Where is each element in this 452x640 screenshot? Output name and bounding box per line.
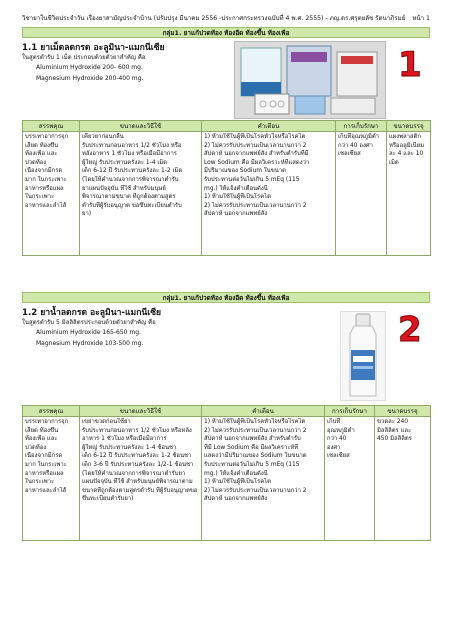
drug-info-table bbox=[22, 405, 431, 541]
storage-cell bbox=[325, 417, 375, 541]
text-line: ยาแผนปัจจุบัน ที่ใช้ สำหรับมนุษย์ bbox=[82, 185, 166, 192]
text-line: กว่า 40 องศา bbox=[338, 142, 373, 149]
table-header-row bbox=[23, 406, 431, 417]
group-heading: กลุ่ม1. ยาแก้ปวดท้อง ท้องอืด ท้องขึ้น ท้องเฟ้อ bbox=[22, 27, 430, 38]
text-line: เสียด ท้องขึ้น bbox=[25, 427, 59, 434]
col-dosage: ขนาดและวิธีใช้ bbox=[80, 121, 202, 132]
text-line: สัปดาห์ นอกจากแพทย์สั่ง bbox=[204, 496, 268, 503]
table-row bbox=[23, 417, 431, 541]
item-number: 1 bbox=[398, 45, 422, 85]
col-indication: สรรพคุณ bbox=[23, 121, 80, 132]
col-dosage: ขนาดและวิธีใช้ bbox=[80, 406, 202, 417]
text-line: หลังอาหาร 1 ชั่วโมง หรือเมื่อมีอาการ bbox=[82, 151, 177, 158]
drug-title: 1.2 ยาน้ำลดกรด อะลูมินา-แมกนีเซีย bbox=[22, 308, 162, 318]
text-line: 1) ห้ามใช้ในผู้ที่เป็นโรคไต bbox=[204, 479, 271, 486]
text-line: เขย่าขวดก่อนใช้ยา bbox=[82, 419, 131, 425]
text-line: mg.) ให้แจ้งคำเตือนดังนี้ bbox=[204, 470, 268, 477]
text-line: แผนปัจจุบัน ที่ใช้ สำหรับมนุษย์พิจารณาตาม bbox=[82, 479, 193, 486]
text-line: ผู้ใหญ่ รับประทานครั้งละ 1-4 เม็ด bbox=[82, 159, 168, 166]
col-warnings: คำเตือน bbox=[202, 406, 325, 417]
text-line: สัปดาห์ นอกจากแพทย์สั่ง สำหรับตำรับที่มี bbox=[204, 151, 309, 158]
text-line: ละ 4 และ 10 bbox=[389, 151, 424, 158]
text-line: เม็ด bbox=[389, 159, 399, 166]
col-storage: การเก็บรักษา bbox=[325, 406, 375, 417]
text-line: เด็ก 3-6 ปี รับประทานครั้งละ 1/2-1 ช้อนชา bbox=[82, 461, 194, 468]
text-line: รับประทานก่อนอาหาร 1/2 ชั่วโมง หรือหลัง bbox=[82, 427, 192, 434]
text-line: อาหารหรือแผล bbox=[25, 470, 64, 477]
page-number: หน้า 1 bbox=[412, 15, 430, 22]
storage-cell bbox=[336, 132, 387, 256]
text-line: ปวดท้อง bbox=[25, 444, 47, 451]
drug-info-table bbox=[22, 120, 431, 256]
drug-section-1 bbox=[22, 27, 430, 256]
text-line: แสดงว่ามีปริมาณของ Sodium ในขนาด bbox=[204, 453, 307, 460]
text-line: กว่า 40 bbox=[327, 436, 347, 443]
text-line: รับประทานก่อนอาหาร 1/2 ชั่วโมง หรือ bbox=[82, 142, 182, 149]
formula-intro: ในสูตรตำรับ 5 มิลลิลิตรประกอบด้วยตัวยาสำคัญ คือ bbox=[22, 319, 156, 326]
drug-section-2 bbox=[22, 292, 430, 541]
suspension-bottle-image bbox=[341, 312, 385, 400]
text-line: เนื่องจากมีกรด bbox=[25, 453, 63, 460]
product-photo-antacid-tablets bbox=[234, 41, 386, 119]
text-line: สัปดาห์ นอกจากแพทย์สั่ง bbox=[204, 211, 268, 218]
text-line: อุณหภูมิต่ำ bbox=[327, 427, 355, 434]
text-line: รับประทานต่อวันไม่เกิน 5 mEq (115 bbox=[204, 176, 300, 183]
text-line: 2) ไม่ควรรับประทานเป็นเวลานานกว่า 2 bbox=[204, 487, 307, 494]
header-title: วิชายาในชีวิตประจำวัน เรื่องยาสามัญประจำบ้าน (ปรับปรุง มีนาคม 2556 -ประกาศกระทรวงฉบับที่ 4 พ.ศ. 2555) - ภญ.ดร.ศรุตยลัช รัตนาภิรมย์ bbox=[22, 15, 406, 22]
text-line: เซลเซียส bbox=[338, 151, 361, 158]
text-line: ท้องเฟ้อ และ bbox=[25, 436, 58, 443]
text-line: Low Sodium คือ มีผลวิเคราะห์ที่แสดงว่า bbox=[204, 159, 310, 166]
text-line: มาก ในกระเพาะ bbox=[25, 461, 67, 468]
warnings-cell bbox=[202, 132, 336, 256]
text-line: (โดยให้คำนวณจากการพิจารณาตำรับ bbox=[82, 176, 179, 183]
col-storage: การเก็บรักษา bbox=[336, 121, 387, 132]
tablet-packs-image bbox=[235, 42, 385, 118]
indication-cell bbox=[23, 417, 80, 541]
text-line: ยา) bbox=[82, 211, 92, 218]
col-package: ขนาดบรรจุ bbox=[387, 121, 431, 132]
text-line: ท้องเฟ้อ และ bbox=[25, 151, 58, 158]
col-package: ขนาดบรรจุ bbox=[375, 406, 431, 417]
text-line: เด็ก 6-12 ปี รับประทานครั้งละ 1-2 ช้อนชา bbox=[82, 453, 192, 460]
package-cell bbox=[375, 417, 431, 541]
text-line: องศา bbox=[327, 444, 341, 451]
ingredient-1: Aluminium Hydroxide 200- 600 mg. bbox=[36, 64, 143, 71]
text-line: มาก ในกระเพาะ bbox=[25, 176, 67, 183]
drug-info bbox=[22, 38, 430, 120]
text-line: mg.) ให้แจ้งคำเตือนดังนี้ bbox=[204, 185, 268, 192]
text-line: 450 มิลลิลิตร bbox=[377, 436, 412, 443]
text-line: 2) ไม่ควรรับประทานเป็นเวลานานกว่า 2 bbox=[204, 202, 307, 209]
text-line: เก็บที่อุณหภูมิต่ำ bbox=[338, 134, 379, 140]
package-cell bbox=[387, 132, 431, 256]
text-line: เซลเซียส bbox=[327, 453, 350, 460]
indication-cell bbox=[23, 132, 80, 256]
drug-title: 1.1 ยาเม็ดลดกรด อะลูมินา-แมกนีเซีย bbox=[22, 43, 165, 53]
text-line: ที่มี Low Sodium คือ มีผลวิเคราะห์ที่ bbox=[204, 444, 299, 451]
text-line: 2) ไม่ควรรับประทานเป็นเวลานานกว่า 2 bbox=[204, 142, 307, 149]
text-line: ขวดละ 240 bbox=[377, 419, 409, 425]
text-line: 1) ห้ามใช้ในผู้ที่เป็นโรคไต bbox=[204, 194, 271, 201]
item-number: 2 bbox=[398, 310, 422, 350]
formula-intro: ในสูตรตำรับ 1 เม็ด ประกอบด้วยตัวยาสำคัญ คือ bbox=[22, 54, 146, 61]
text-line: แผงพลาสติก bbox=[389, 134, 421, 140]
ingredient-1: Aluminium Hydroxide 165-650 mg. bbox=[36, 329, 141, 336]
text-line: (โดยให้คำนวณจากการพิจารณาตำรับยา bbox=[82, 470, 186, 477]
text-line: ปวดท้อง bbox=[25, 159, 47, 166]
col-warnings: คำเตือน bbox=[202, 121, 336, 132]
text-line: เนื่องจากมีกรด bbox=[25, 168, 63, 175]
ingredient-2: Magnesium Hydroxide 103-500 mg. bbox=[36, 340, 144, 347]
text-line: 1) ห้ามใช้ในผู้ที่เป็นโรคหัวใจหรือโรคไต bbox=[204, 134, 306, 140]
text-line: มิลลิลิตร และ bbox=[377, 427, 412, 434]
page-header bbox=[22, 12, 430, 24]
text-line: ในกระเพาะ bbox=[25, 194, 55, 201]
text-line: 2) ไม่ควรรับประทานเป็นเวลานานกว่า 2 bbox=[204, 427, 307, 434]
table-header-row bbox=[23, 121, 431, 132]
text-line: มีปริมาณของ Sodium ในขนาด bbox=[204, 168, 286, 175]
text-line: ขึ้นทะเบียนตำรับยา) bbox=[82, 496, 134, 503]
group-heading: กลุ่ม1. ยาแก้ปวดท้อง ท้องอืด ท้องขึ้น ท้องเฟ้อ bbox=[22, 292, 430, 303]
text-line: อาหารและลำไส้ bbox=[25, 202, 67, 209]
ingredient-2: Magnesium Hydroxide 200-400 mg. bbox=[36, 75, 144, 82]
dosage-cell bbox=[80, 132, 202, 256]
col-indication: สรรพคุณ bbox=[23, 406, 80, 417]
text-line: 1) ห้ามใช้ในผู้ที่เป็นโรคหัวใจหรือโรคไต bbox=[204, 419, 306, 425]
text-line: หรืออลูมิเนียม bbox=[389, 142, 424, 149]
text-line: บรรเทาอาการจุก bbox=[25, 134, 69, 140]
text-line: ขนาดที่ถูกต้องตามสูตรตำรับ ที่ผู้รับอนุญาตขอ bbox=[82, 487, 198, 494]
text-line: ผู้ใหญ่ รับประทานครั้งละ 1-4 ช้อนชา bbox=[82, 444, 177, 451]
text-line: ในกระเพาะ bbox=[25, 479, 55, 486]
text-line: เด็ก 6-12 ปี รับประทานครั้งละ 1-2 เม็ด bbox=[82, 168, 183, 175]
warnings-cell bbox=[202, 417, 325, 541]
text-line: อาหารและลำไส้ bbox=[25, 487, 67, 494]
text-line: อาหารหรือแผล bbox=[25, 185, 64, 192]
table-row bbox=[23, 132, 431, 256]
text-line: เคี้ยวยาก่อนกลืน bbox=[82, 134, 124, 140]
text-line: เสียด ท้องขึ้น bbox=[25, 142, 59, 149]
text-line: อาหาร 1 ชั่วโมง หรือเมื่อมีอาการ bbox=[82, 436, 167, 443]
text-line: พิจารณาตามขนาด ที่ถูกต้องตามสูตร bbox=[82, 194, 176, 201]
text-line: ตำรับที่ผู้รับอนุญาต ขอขึ้นทะเบียนตำรับ bbox=[82, 202, 182, 209]
text-line: สัปดาห์ นอกจากแพทย์สั่ง สำหรับตำรับ bbox=[204, 436, 301, 443]
text-line: รับประทานต่อวันไม่เกิน 5 mEq (115 bbox=[204, 461, 300, 468]
text-line: เก็บที่ bbox=[327, 419, 341, 425]
dosage-cell bbox=[80, 417, 202, 541]
product-photo-antacid-bottle bbox=[340, 311, 386, 401]
drug-info bbox=[22, 303, 430, 405]
text-line: บรรเทาอาการจุก bbox=[25, 419, 69, 425]
